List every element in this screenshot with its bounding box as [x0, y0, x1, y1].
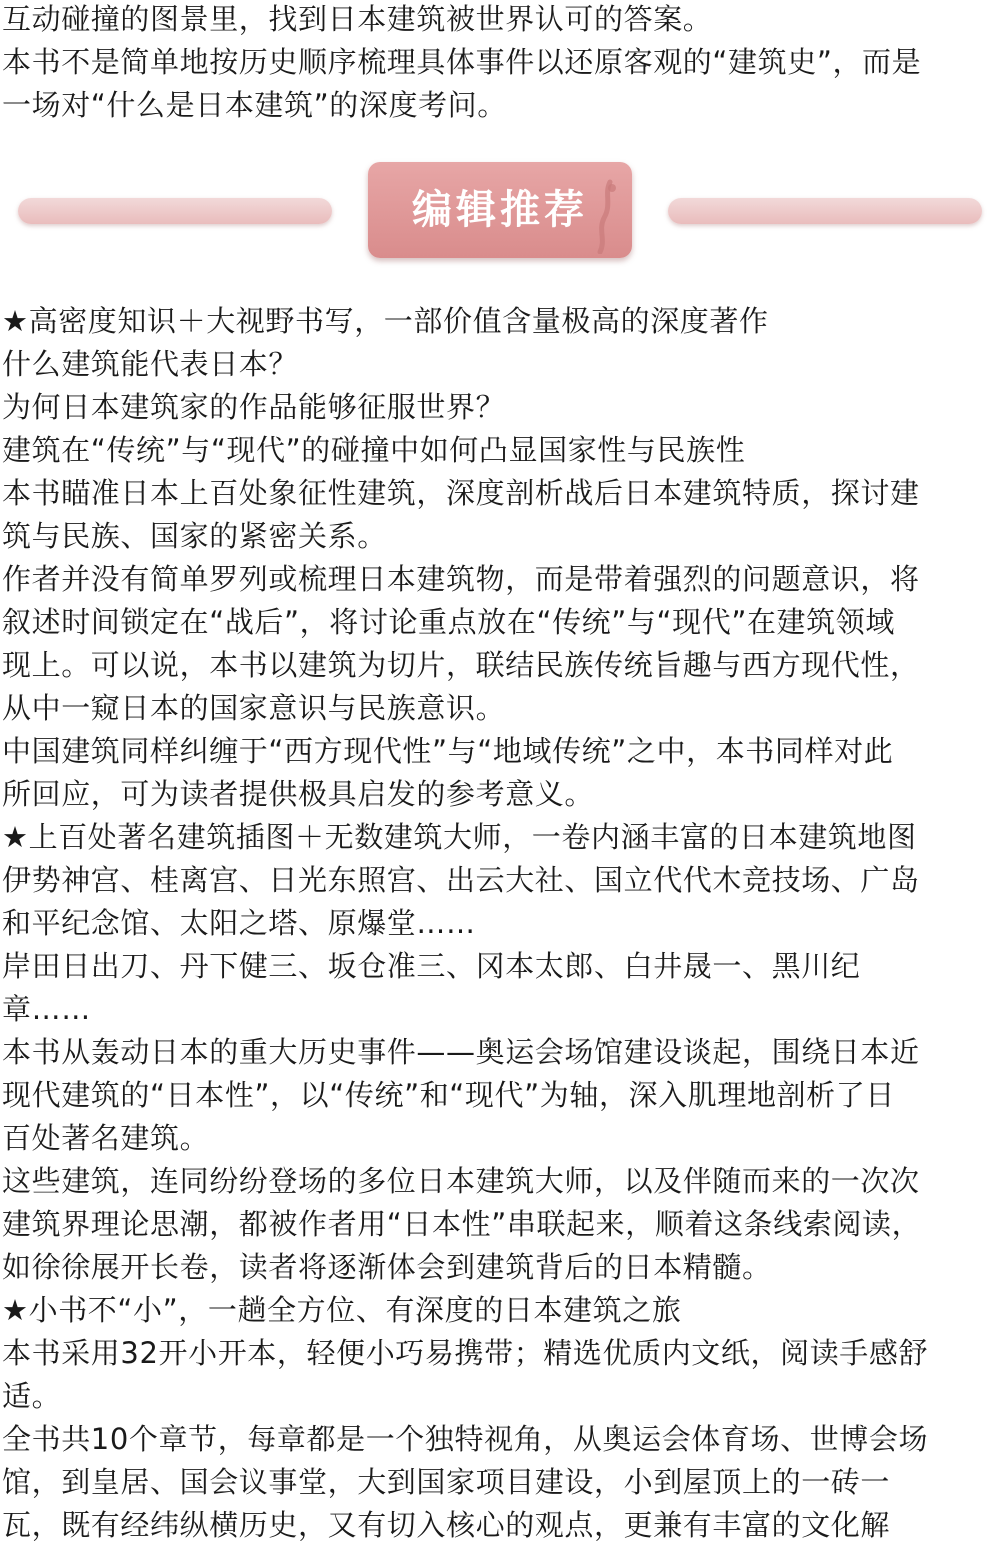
text-line: 岸田日出刀、丹下健三、坂仓准三、冈本太郎、白井晟一、黑川纪 [2, 949, 861, 983]
text-line: 现上。可以说，本书以建筑为切片，联结民族传统旨趣与西方现代性， [2, 648, 920, 682]
text-line: 从中一窥日本的国家意识与民族意识。 [2, 691, 506, 725]
text-line: 馆，到皇居、国会议事堂，大到国家项目建设，小到屋顶上的一砖一 [2, 1465, 891, 1499]
text-line: 什么建筑能代表日本？ [2, 347, 299, 381]
intro-paragraph [2, 0, 1000, 127]
text-line: 瓦，既有经纬纵横历史，又有切入核心的观点，更兼有丰富的文化解 [2, 1508, 891, 1542]
text-line: ★小书不“小”，一趟全方位、有深度的日本建筑之旅 [2, 1293, 682, 1327]
text-line: 百处著名建筑。 [2, 1121, 210, 1155]
text-line: 互动碰撞的图景里，找到日本建筑被世界认可的答案。 [2, 2, 713, 36]
text-line: 筑与民族、国家的紧密关系。 [2, 519, 387, 553]
text-line: 全书共10个章节，每章都是一个独特视角，从奥运会体育场、世博会场 [2, 1422, 929, 1456]
text-line: 本书瞄准日本上百处象征性建筑，深度剖析战后日本建筑特质，探讨建 [2, 476, 920, 510]
text-line: ★高密度知识＋大视野书写，一部价值含量极高的深度著作 [2, 304, 769, 338]
text-line: 适。 [2, 1379, 62, 1413]
text-line: 叙述时间锁定在“战后”，将讨论重点放在“传统”与“现代”在建筑领域 [2, 605, 895, 639]
text-line: 一场对“什么是日本建筑”的深度考问。 [2, 88, 507, 122]
recommendation-body [2, 300, 1000, 1547]
text-line: 和平纪念馆、太阳之塔、原爆堂…… [2, 906, 476, 940]
divider-bar-right [668, 198, 982, 224]
text-line: 为何日本建筑家的作品能够征服世界？ [2, 390, 506, 424]
section-divider [0, 160, 1000, 270]
text-line: 这些建筑，连同纷纷登场的多位日本建筑大师，以及伴随而来的一次次 [2, 1164, 920, 1198]
section-header-badge [368, 162, 632, 258]
text-line: 现代建筑的“日本性”，以“传统”和“现代”为轴，深入肌理地剖析了日 [2, 1078, 895, 1112]
text-line: 本书从轰动日本的重大历史事件——奥运会场馆建设谈起，围绕日本近 [2, 1035, 920, 1069]
text-line: 本书不是简单地按历史顺序梳理具体事件以还原客观的“建筑史”，而是 [2, 45, 922, 79]
text-line: 作者并没有简单罗列或梳理日本建筑物，而是带着强烈的问题意识，将 [2, 562, 920, 596]
text-line: 伊势神宫、桂离宫、日光东照宫、出云大社、国立代代木竞技场、广岛 [2, 863, 920, 897]
text-line: 所回应，可为读者提供极具启发的参考意义。 [2, 777, 595, 811]
text-line: 本书采用32开小开本，轻便小巧易携带；精选优质内文纸，阅读手感舒 [2, 1336, 929, 1370]
text-line: 中国建筑同样纠缠于“西方现代性”与“地域传统”之中，本书同样对此 [2, 734, 894, 768]
text-line: 章…… [2, 992, 91, 1026]
text-line: 建筑界理论思潮，都被作者用“日本性”串联起来，顺着这条线索阅读， [2, 1207, 922, 1241]
text-line: 建筑在“传统”与“现代”的碰撞中如何凸显国家性与民族性 [2, 433, 746, 467]
text-line: 如徐徐展开长卷，读者将逐渐体会到建筑背后的日本精髓。 [2, 1250, 772, 1284]
text-line: ★上百处著名建筑插图＋无数建筑大师，一卷内涵丰富的日本建筑地图 [2, 820, 917, 854]
divider-bar-left [18, 198, 332, 224]
section-header-title: 编辑推荐 [412, 187, 588, 233]
